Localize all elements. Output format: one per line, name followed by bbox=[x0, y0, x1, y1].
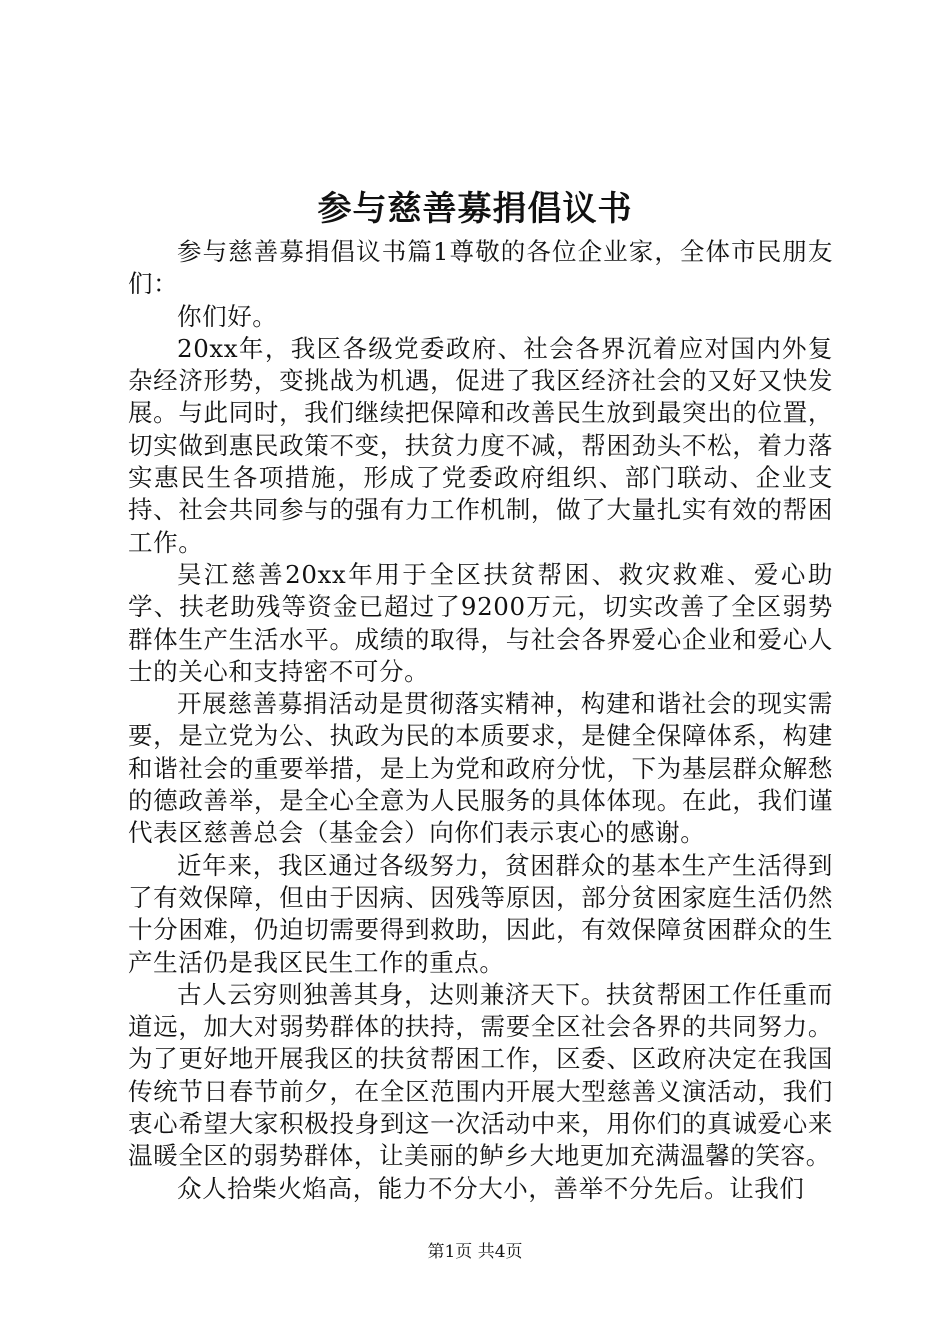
document-title: 参与慈善募捐倡议书 bbox=[317, 189, 633, 229]
paragraph-call-to-action: 古人云穷则独善其身，达则兼济天下。扶贫帮困工作任重而道远，加大对弱势群体的扶持，需要全区社会各界的共同努力。为了更好地开展我区的扶贫帮困工作，区委、区政府决定在我国传统节日春节前夕，在全区范围内开展大型慈善义演活动，我们衷心希望大家积极投身到这一次活动中来，用你们的真诚爱心来温暖全区的弱势群体，让美丽的鲈乡大地更加充满温馨的笑容。 bbox=[128, 979, 833, 1171]
paragraph-greeting: 参与慈善募捐倡议书篇1尊敬的各位企业家，全体市民朋友们： bbox=[128, 237, 833, 299]
paragraph-recent-years: 近年来，我区通过各级努力，贫困群众的基本生产生活得到了有效保障，但由于因病、因残等原因，部分贫困家庭生活仍然十分困难，仍迫切需要得到救助，因此，有效保障贫困群众的生产生活仍是我区民生工作的重点。 bbox=[128, 850, 833, 977]
paragraph-closing: 众人拾柴火焰高，能力不分大小，善举不分先后。让我们 bbox=[177, 1173, 805, 1203]
paragraph-hello: 你们好。 bbox=[177, 301, 278, 331]
paragraph-achievements: 20xx年，我区各级党委政府、社会各界沉着应对国内外复杂经济形势，变挑战为机遇，促进了我区经济社会的又好又快发展。与此同时，我们继续把保障和改善民生放到最突出的位置，切实做到惠民政策不变，扶贫力度不减，帮困劲头不松，着力落实惠民生各项措施，形成了党委政府组织、部门联动、企业支持、社会共同参与的强有力工作机制，做了大量扎实有效的帮困工作。 bbox=[128, 333, 833, 557]
paragraph-funds: 吴江慈善20xx年用于全区扶贫帮困、救灾救难、爱心助学、扶老助残等资金已超过了9200万元，切实改善了全区弱势群体生产生活水平。成绩的取得，与社会各界爱心企业和爱心人士的关心和支持密不可分。 bbox=[128, 559, 833, 686]
paragraph-purpose: 开展慈善募捐活动是贯彻落实精神，构建和谐社会的现实需要，是立党为公、执政为民的本质要求，是健全保障体系，构建和谐社会的重要举措，是上为党和政府分忧，下为基层群众解愁的德政善举，是全心全意为人民服务的具体体现。在此，我们谨代表区慈善总会（基金会）向你们表示衷心的感谢。 bbox=[128, 689, 833, 848]
document-body bbox=[128, 236, 833, 1205]
page-footer: 第1页 共4页 bbox=[427, 1242, 523, 1262]
